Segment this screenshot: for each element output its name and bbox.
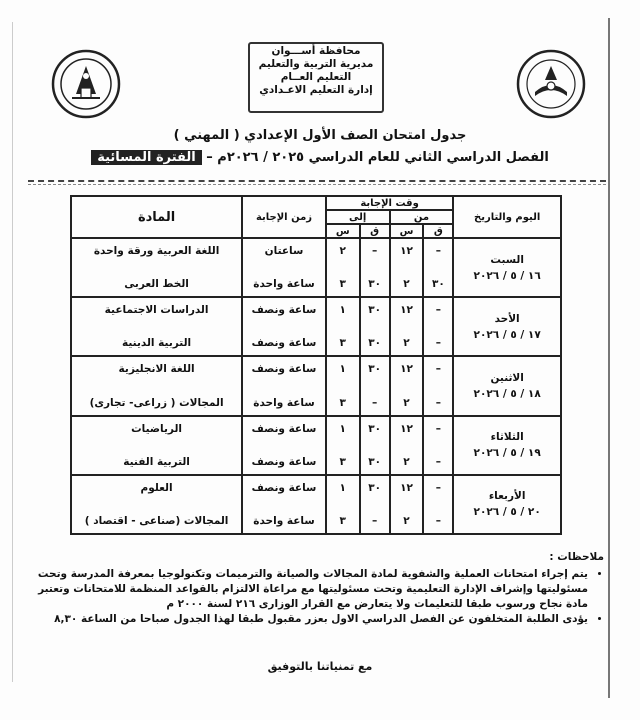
- exam-date: ١٩ / ٥ / ٢٠٢٦: [473, 447, 541, 460]
- from-hour-cell: [390, 416, 424, 475]
- header-answer-time: وقت الإجابة: [326, 196, 453, 210]
- day-name: الأربعاء: [488, 490, 526, 503]
- to-min-cell: [360, 238, 390, 297]
- to-hour-value: ١: [339, 422, 346, 435]
- header-from-min: ق: [423, 224, 453, 238]
- to-hour-value: ١: [339, 481, 346, 494]
- duration-value: ساعة ونصف: [251, 337, 317, 350]
- header-from-hour: س: [390, 224, 424, 238]
- exam-date: ١٦ / ٥ / ٢٠٢٦: [473, 269, 541, 282]
- subject-value: اللغة الانجليزية: [118, 363, 195, 376]
- divider-dashed-thin: [28, 184, 606, 185]
- subject-cell: [71, 238, 242, 297]
- header-to: إلى: [326, 210, 390, 224]
- from-min-cell: [423, 238, 453, 297]
- from-min-value: –: [435, 337, 441, 350]
- duration-value: ساعة واحدة: [253, 278, 315, 291]
- subject-value: الخط العربى: [124, 278, 189, 291]
- duration-cell: [242, 416, 326, 475]
- to-min-value: ٣٠: [368, 278, 382, 291]
- governorate-seal-icon: [50, 48, 122, 120]
- header-to-hour: س: [326, 224, 360, 238]
- subject-value: العلوم: [140, 481, 173, 494]
- subject-value: الدراسات الاجتماعية: [104, 304, 209, 317]
- to-hour-value: ٢: [339, 245, 346, 257]
- page-edge-right: [608, 18, 610, 698]
- subject-value: المجالات ( زراعى- تجارى): [89, 396, 224, 409]
- to-min-value: –: [372, 515, 378, 527]
- to-min-value: ٣٠: [368, 337, 382, 350]
- schedule-row: [71, 475, 561, 534]
- day-date-cell: [453, 238, 561, 297]
- duration-value: ساعة ونصف: [251, 455, 317, 468]
- to-hour-cell: [326, 297, 360, 356]
- duration-value: ساعتان: [264, 245, 304, 257]
- note-item: • يتم إجراء امتحانات العملية والشفوية لمادة المجالات والصيانة والترميمات وتكنولوجيا بمعرفة المدرسة وتحت مسئوليتها وإشراف الإدارة التعليمية وتحت مسئوليتها مع مراعاة الالتزام بالقواعد المنظمة للامتحانات وتعتبر مادة نجاح ورسوب طبقا للتعليمات ولا يتعارض مع القرار الوزارى ٢١٦ لسنة ٢٠٠٠ م: [30, 567, 588, 612]
- subject-cell: [71, 475, 242, 534]
- subject-value: التربية الدينية: [122, 337, 192, 350]
- duration-cell: [242, 356, 326, 415]
- from-min-cell: [423, 356, 453, 415]
- exam-date: ١٧ / ٥ / ٢٠٢٦: [473, 328, 541, 341]
- duration-value: ساعة ونصف: [251, 304, 317, 317]
- from-min-value: –: [435, 304, 441, 317]
- header-subject: المادة: [71, 196, 242, 238]
- notes-title: ملاحظات :: [549, 551, 604, 563]
- from-min-value: –: [435, 481, 441, 494]
- duration-cell: [242, 297, 326, 356]
- duration-value: ساعة ونصف: [251, 481, 317, 494]
- subject-cell: [71, 356, 242, 415]
- schedule-row: [71, 238, 561, 297]
- term-year-text: الفصل الدراسي الثاني للعام الدراسي ٢٠٢٥ / ٢٠٢٦م –: [206, 150, 549, 165]
- page-edge-left: [12, 22, 13, 682]
- to-hour-cell: [326, 238, 360, 297]
- schedule-subtitle: [0, 150, 640, 165]
- to-min-value: –: [372, 245, 378, 257]
- subject-value: الرياضيات: [131, 422, 183, 435]
- schedule-title: جدول امتحان الصف الأول الإعدادي ( المهني ): [173, 128, 467, 143]
- exam-date: ٢٠ / ٥ / ٢٠٢٦: [473, 506, 541, 519]
- to-min-value: –: [372, 396, 378, 409]
- header-day-date: اليوم والتاريخ: [453, 196, 561, 238]
- subject-cell: [71, 416, 242, 475]
- day-name: الاثنين: [490, 371, 524, 384]
- day-name: السبت: [490, 253, 524, 266]
- to-hour-value: ٣: [339, 278, 346, 291]
- from-min-value: –: [435, 245, 441, 257]
- notes-section: [30, 550, 604, 627]
- header-directorate: مديرية التربية والتعليم: [258, 58, 374, 70]
- from-min-cell: [423, 475, 453, 534]
- to-min-cell: [360, 356, 390, 415]
- to-hour-cell: [326, 475, 360, 534]
- day-date-cell: [453, 297, 561, 356]
- directorate-header-box: [248, 42, 384, 113]
- duration-value: ساعة واحدة: [253, 515, 315, 527]
- from-hour-cell: [390, 475, 424, 534]
- duration-cell: [242, 238, 326, 297]
- to-hour-value: ٣: [339, 455, 346, 468]
- to-min-value: ٣٠: [368, 422, 382, 435]
- to-min-cell: [360, 297, 390, 356]
- to-hour-value: ٣: [339, 337, 346, 350]
- header-from: من: [390, 210, 454, 224]
- from-min-value: –: [435, 396, 441, 409]
- subject-cell: [71, 297, 242, 356]
- from-hour-value: ٢: [403, 337, 410, 350]
- day-name: الثلاثاء: [490, 431, 524, 444]
- to-min-value: ٣٠: [368, 481, 382, 494]
- from-hour-value: ٢: [403, 515, 410, 527]
- schedule-row: [71, 416, 561, 475]
- from-hour-value: ٢: [403, 278, 410, 291]
- period-badge: الفترة المسائية: [91, 150, 202, 165]
- from-min-value: ٣٠: [431, 278, 445, 291]
- exam-schedule-table: [70, 195, 562, 535]
- from-hour-value: ١٢: [400, 481, 413, 494]
- duration-value: ساعة ونصف: [251, 422, 317, 435]
- day-date-cell: [453, 356, 561, 415]
- day-date-cell: [453, 416, 561, 475]
- subject-value: المجالات (صناعى - اقتصاد ): [84, 515, 229, 527]
- duration-value: ساعة ونصف: [251, 363, 317, 376]
- header-to-min: ق: [360, 224, 390, 238]
- from-hour-value: ١٢: [400, 304, 413, 317]
- from-min-cell: [423, 297, 453, 356]
- exam-date: ١٨ / ٥ / ٢٠٢٦: [473, 387, 541, 400]
- from-hour-value: ١٢: [400, 245, 413, 257]
- from-hour-value: ١٢: [400, 422, 413, 435]
- duration-cell: [242, 475, 326, 534]
- from-min-cell: [423, 416, 453, 475]
- from-min-value: –: [435, 363, 441, 376]
- header-preparatory-admin: إدارة التعليم الاعـدادي: [259, 84, 373, 96]
- to-min-value: ٣٠: [368, 455, 382, 468]
- to-hour-cell: [326, 416, 360, 475]
- to-min-value: ٣٠: [368, 304, 382, 317]
- from-hour-cell: [390, 356, 424, 415]
- note-item: • يؤدى الطلبة المتخلفون عن الفصل الدراسي الاول بعزر مقبول طبقا لهذا الجدول صباحا من الساعة ٨,٣٠: [30, 612, 588, 627]
- to-min-cell: [360, 416, 390, 475]
- from-min-value: –: [435, 422, 441, 435]
- to-hour-value: ١: [339, 363, 346, 376]
- subject-value: اللغة العربية ورقة واحدة: [93, 245, 220, 257]
- divider-dashed: [28, 180, 606, 182]
- header-general-education: التعليم العــام: [280, 71, 352, 83]
- to-hour-value: ٣: [339, 515, 346, 527]
- to-hour-cell: [326, 356, 360, 415]
- to-hour-value: ١: [339, 304, 346, 317]
- to-hour-value: ٣: [339, 396, 346, 409]
- schedule-row: [71, 356, 561, 415]
- day-name: الأحد: [494, 312, 520, 325]
- from-min-value: –: [435, 455, 441, 468]
- to-min-value: ٣٠: [368, 363, 382, 376]
- header-duration: زمن الإجابة: [242, 196, 326, 238]
- to-min-cell: [360, 475, 390, 534]
- from-hour-cell: [390, 238, 424, 297]
- from-hour-cell: [390, 297, 424, 356]
- schedule-row: [71, 297, 561, 356]
- from-hour-value: ٢: [403, 396, 410, 409]
- day-date-cell: [453, 475, 561, 534]
- from-min-value: –: [435, 515, 441, 527]
- duration-value: ساعة واحدة: [253, 396, 315, 409]
- ministry-logo-icon: [515, 48, 587, 120]
- from-hour-value: ٢: [403, 455, 410, 468]
- subject-value: التربية الفنية: [123, 455, 190, 468]
- from-hour-value: ١٢: [400, 363, 413, 376]
- closing-wish: مع تمنياتنا بالتوفيق: [267, 660, 373, 673]
- header-governorate: محافظة أســـوان: [271, 45, 361, 57]
